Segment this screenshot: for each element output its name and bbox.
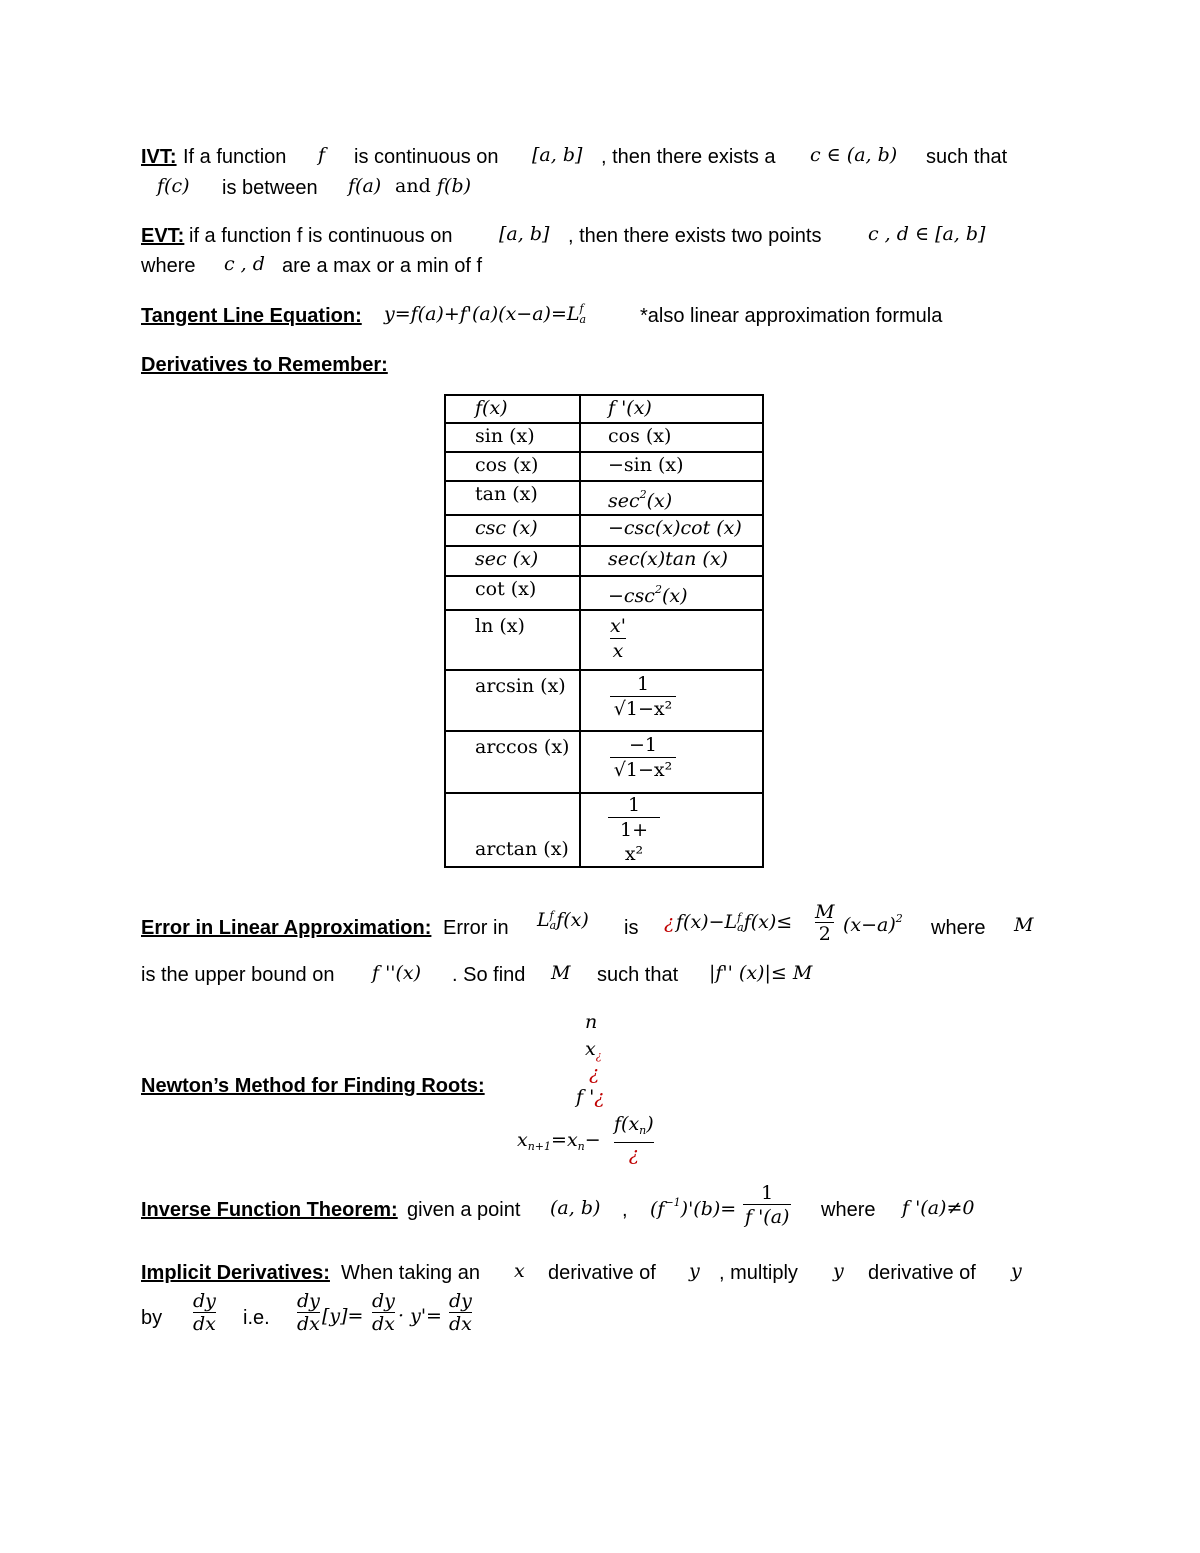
- inverse-text-2: where: [821, 1199, 876, 1221]
- table-row: [445, 546, 763, 576]
- inverse-heading: Inverse Function Theorem:: [141, 1199, 398, 1221]
- ivt-f: f: [318, 144, 326, 166]
- inverse-text-1: given a point: [407, 1199, 521, 1221]
- table-header-f: f(x): [445, 395, 580, 423]
- implicit-bracket: [y]=: [322, 1305, 364, 1327]
- error-fraction: $\frac{M}{2}$: [815, 901, 835, 945]
- error-text-4: is the upper bound on: [141, 964, 335, 986]
- ivt-and: and: [395, 175, 431, 197]
- evt-text-2: , then there exists two points: [568, 225, 822, 247]
- ivt-text-3: , then there exists a: [601, 146, 776, 168]
- error-text-2: is: [624, 917, 639, 939]
- implicit-y-2: y: [833, 1260, 844, 1282]
- inverse-point: (a, b): [550, 1197, 601, 1219]
- table-row: [445, 670, 763, 731]
- arctan-derivative-fraction: $\frac{1}{\text{1+ x²}}$: [608, 794, 660, 866]
- tangent-heading: Tangent Line Equation:: [141, 305, 362, 327]
- evt-text-3: where: [141, 255, 196, 277]
- implicit-dydx-1: $\frac{dy}{dx}$: [193, 1290, 216, 1335]
- evt-cd-in: c , d ∈ [a, b]: [868, 223, 986, 245]
- implicit-text-3: , multiply: [719, 1262, 798, 1284]
- implicit-text-2: derivative of: [548, 1262, 656, 1284]
- newton-fprime: f '¿: [576, 1086, 605, 1108]
- table-row: [445, 793, 763, 867]
- ivt-text-4: such that: [926, 146, 1008, 168]
- evt-heading: EVT:: [141, 225, 185, 247]
- error-expr: f(x)−L f a f(x)≤: [676, 911, 793, 934]
- evt-text-1: if a function f is continuous on: [189, 225, 453, 247]
- table-cell-f: arctan (x): [445, 793, 580, 867]
- error-text-3: where: [931, 917, 986, 939]
- error-text-5: . So find: [452, 964, 526, 986]
- table-cell-f: csc (x): [445, 515, 580, 546]
- ivt-heading: IVT:: [141, 146, 177, 168]
- implicit-dydx-3: $\frac{dy}{dx}$: [372, 1290, 395, 1335]
- table-row: [445, 610, 763, 670]
- inverse-cond: f '(a)≠0: [902, 1197, 975, 1219]
- table-row: [445, 452, 763, 481]
- evt-interval: [a, b]: [499, 223, 550, 245]
- table-cell-df: −sin (x): [580, 452, 763, 481]
- arcsin-derivative-fraction: $\frac{1}{\text{√1−x²}}$: [610, 673, 676, 721]
- table-cell-df: $\sec^2(x)$: [580, 481, 763, 515]
- ivt-text-2: is continuous on: [354, 146, 499, 168]
- error-bound: |f'' (x)|≤ M: [709, 962, 813, 984]
- newton-formula: $x_{n+1}=x_n-$: [517, 1129, 601, 1153]
- table-cell-df: [580, 731, 763, 793]
- error-text-1: Error in: [443, 917, 509, 939]
- implicit-by: by: [141, 1307, 163, 1329]
- evt-text-4: are a max or a min of f: [282, 255, 483, 277]
- implicit-dot: · y'=: [398, 1305, 442, 1327]
- table-cell-df: [580, 670, 763, 731]
- ivt-interval: [a, b]: [532, 144, 583, 166]
- table-row: [445, 576, 763, 610]
- ivt-c-in: c ∈ (a, b): [810, 144, 898, 166]
- table-row: [445, 395, 763, 423]
- implicit-x: x: [514, 1260, 525, 1282]
- inverse-lhs: $(f^{-1})'(b)=$: [650, 1196, 737, 1220]
- table-row: [445, 515, 763, 546]
- implicit-y: y: [689, 1260, 700, 1282]
- inverse-fraction: $\frac{1}{f '(a)}$: [745, 1182, 790, 1228]
- error-expr-3: $(x-a)^2$: [843, 912, 903, 936]
- implicit-text-1: When taking an: [341, 1262, 480, 1284]
- implicit-y-3: y: [1011, 1260, 1022, 1282]
- table-cell-f: ln (x): [445, 610, 580, 670]
- evt-cd: c , d: [224, 253, 265, 275]
- error-L: L f a f(x): [537, 909, 589, 932]
- ivt-fa: f(a): [348, 175, 382, 197]
- table-header-df: f '(x): [580, 395, 763, 423]
- newton-heading: Newton’s Method for Finding Roots:: [141, 1075, 485, 1097]
- table-cell-f: sin (x): [445, 423, 580, 452]
- newton-bad-char: ¿: [589, 1062, 600, 1084]
- table-cell-df: [580, 793, 763, 867]
- table-row: [445, 481, 763, 515]
- table-cell-df: $-\csc^2(x)$: [580, 576, 763, 610]
- implicit-dydx-2: $\frac{dy}{dx}$: [297, 1290, 320, 1335]
- table-cell-df: [580, 610, 763, 670]
- derivatives-heading: Derivatives to Remember:: [141, 354, 388, 376]
- newton-x: $x_¿$: [585, 1038, 602, 1062]
- implicit-text-4: derivative of: [868, 1262, 976, 1284]
- error-text-6: such that: [597, 964, 679, 986]
- table-cell-f: sec (x): [445, 546, 580, 576]
- ln-derivative-fraction: $\frac{x'}{x}$: [610, 615, 626, 662]
- table-cell-f: arccos (x): [445, 731, 580, 793]
- arccos-derivative-fraction: $\frac{-1}{\text{√1−x²}}$: [610, 734, 676, 782]
- table-cell-f: cos (x): [445, 452, 580, 481]
- error-M-2: M: [551, 962, 571, 984]
- table-row: [445, 423, 763, 452]
- newton-fraction: $f(x_n)$ ¿: [614, 1113, 654, 1165]
- implicit-heading: Implicit Derivatives:: [141, 1262, 330, 1284]
- ivt-fc: f(c): [157, 175, 190, 197]
- inverse-comma: ,: [622, 1199, 628, 1221]
- implicit-dydx-4: $\frac{dy}{dx}$: [449, 1290, 472, 1335]
- table-row: [445, 731, 763, 793]
- implicit-ie: i.e.: [243, 1307, 270, 1329]
- table-cell-f: cot (x): [445, 576, 580, 610]
- ivt-text-1: If a function: [183, 146, 287, 168]
- table-cell-df: −csc(x)cot (x): [580, 515, 763, 546]
- error-M: M: [1014, 914, 1034, 936]
- ivt-fb: f(b): [437, 175, 472, 197]
- error-fpp: f ''(x): [372, 962, 422, 984]
- error-heading: Error in Linear Approximation:: [141, 917, 432, 939]
- table-cell-f: arcsin (x): [445, 670, 580, 731]
- ivt-text-5: is between: [222, 177, 318, 199]
- error-bad-char: ¿: [664, 911, 675, 933]
- derivatives-table: [444, 394, 764, 868]
- tangent-note: *also linear approximation formula: [640, 305, 943, 327]
- newton-n: n: [585, 1011, 598, 1033]
- table-cell-df: sec(x)tan (x): [580, 546, 763, 576]
- table-cell-f: tan (x): [445, 481, 580, 515]
- tangent-formula: y=f(a)+f'(a)(x−a)=L f a: [384, 302, 587, 326]
- table-cell-df: cos (x): [580, 423, 763, 452]
